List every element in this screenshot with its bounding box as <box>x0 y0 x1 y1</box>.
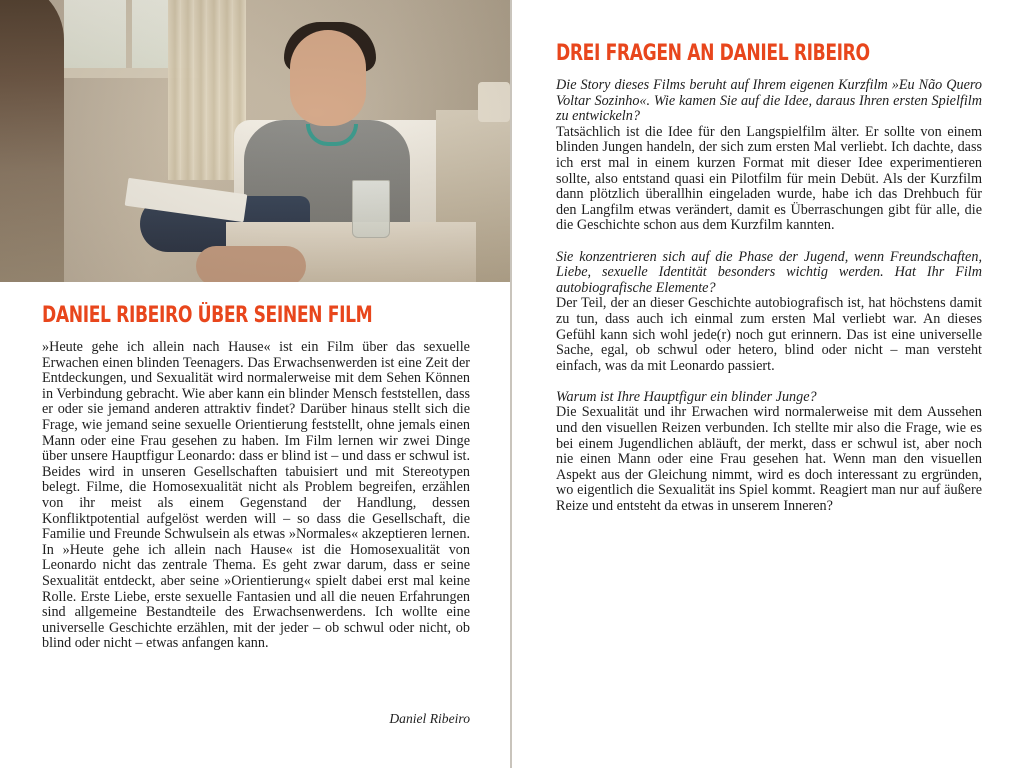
qa-item <box>556 250 982 375</box>
interview-answer: Die Sexualität und ihr Erwachen wird normalerweise mit dem Aussehen und den visuellen Reizen verbunden. Ich stellte mir also die Frage, wie es bei einem Jugendlichen abläuft, der merkt, dass er schwul ist, aber noch nie einen Mann oder eine Frau gesehen hat. Wenn man den visuellen Aspekt aus der Gleichung nimmt, wird es doch interessant zu ergründen, wo eigentlich die Sexualität ins Spiel kommt. Reagiert man nur auf äußere Reize und entsteht da etwas in unserem Inneren? <box>556 404 982 515</box>
interview-answer: Der Teil, der an dieser Geschichte autobiografisch ist, hat höchstens damit zu tun, dass auch ich einmal zum ersten Mal verliebt war. An dieses Gefühl kann sich wohl jede(r) noch gut erinnern. Das ist eine universelle Sache, egal, ob schwul oder hetero, blind oder nicht – man versteht einfach, was da mit Leonardo passiert. <box>556 295 982 374</box>
interview <box>556 78 982 530</box>
left-page <box>0 0 510 768</box>
signature: Daniel Ribeiro <box>389 711 470 726</box>
interview-question: Sie konzentrieren sich auf die Phase der Jugend, wenn Freundschaften, Liebe, sexuelle Identität besonders wichtig werden. Hat Ihr Film autobiografische Elemente? <box>556 248 982 296</box>
interview-question: Warum ist Ihre Hauptfigur ein blinder Junge? <box>556 388 817 405</box>
film-still-photo <box>0 0 510 282</box>
right-page-heading: DREI FRAGEN AN DANIEL RIBEIRO <box>556 41 870 66</box>
qa-item <box>556 390 982 515</box>
qa-item <box>556 78 982 234</box>
director-statement-text: »Heute gehe ich allein nach Hause« ist ein Film über das sexuelle Erwachen einen blinden Teenagers. Das Erwachsenwerden ist eine Zeit der Entdeckungen, und Sexualität wird normalerweise mit dem Sehen Können in Verbindung gebracht. Wie aber kann ein blinder Mensch feststellen, dass er oder sie jemand anderen attraktiv findet? Darüber hinaus stellt sich die Frage, wie jemand seine sexuelle Orientierung feststellt, ohne jemals einen Mann oder eine Frau gesehen zu haben. Im Film lernen wir zwei Dinge über unsere Hauptfigur Leonardo: dass er blind ist – und dass er schwul ist. Beides wird in unseren Gesellschaften tabuisiert und mit Stereotypen belegt. Filme, die Homosexualität nicht als Problem begreifen, erzählen von ihr meist als einem Gegenstand der Handlung, dessen Konfliktpotential aufgelöst werden will – so dass die Gesellschaft, die Familie und Freunde Schwulsein als etwas »Normales« akzeptieren lernen. In »Heute gehe ich allein nach Hause« ist die Homosexualität von Leonardo nicht das zentrale Thema. Es geht zwar darum, dass er seine Sexualität entdeckt, aber seine »Orientierung« spielt dabei erst mal keine Rolle. Erste Liebe, erste sexuelle Fantasien und all die neuen Erfahrungen sind allgemeine Bestandteile des Erwachsenwerdens. Ich wollte eine universelle Geschichte erzählen, mit der jeder – ob schwul oder nicht, ob blind oder nicht – etwas anfangen kann. <box>42 339 470 652</box>
left-page-heading: DANIEL RIBEIRO ÜBER SEINEN FILM <box>42 303 373 328</box>
right-page <box>512 0 1024 768</box>
director-statement <box>42 340 470 652</box>
interview-answer: Tatsächlich ist die Idee für den Langspielfilm älter. Er sollte von einem blinden Jungen handeln, der sich zum ersten Mal verliebt. Ich dachte, dass ich erst mal in einem kurzen Format mit dieser Idee experimentieren sollte, also entstand quasi ein Pilotfilm für mein Debüt. Als der Kurzfilm dann plötzlich überallhin eingeladen wurde, habe ich das Drehbuch für den Langfilm etwas verändert, damit es Überraschungen gibt für alle, die die Geschichte schon aus dem Kurzfilm kannten. <box>556 123 982 234</box>
interview-question: Die Story dieses Films beruht auf Ihrem eigenen Kurzfilm »Eu Não Quero Voltar Sozinho«. Wie kamen Sie auf die Idee, daraus Ihren ersten Spielfilm zu entwickeln? <box>556 77 982 125</box>
